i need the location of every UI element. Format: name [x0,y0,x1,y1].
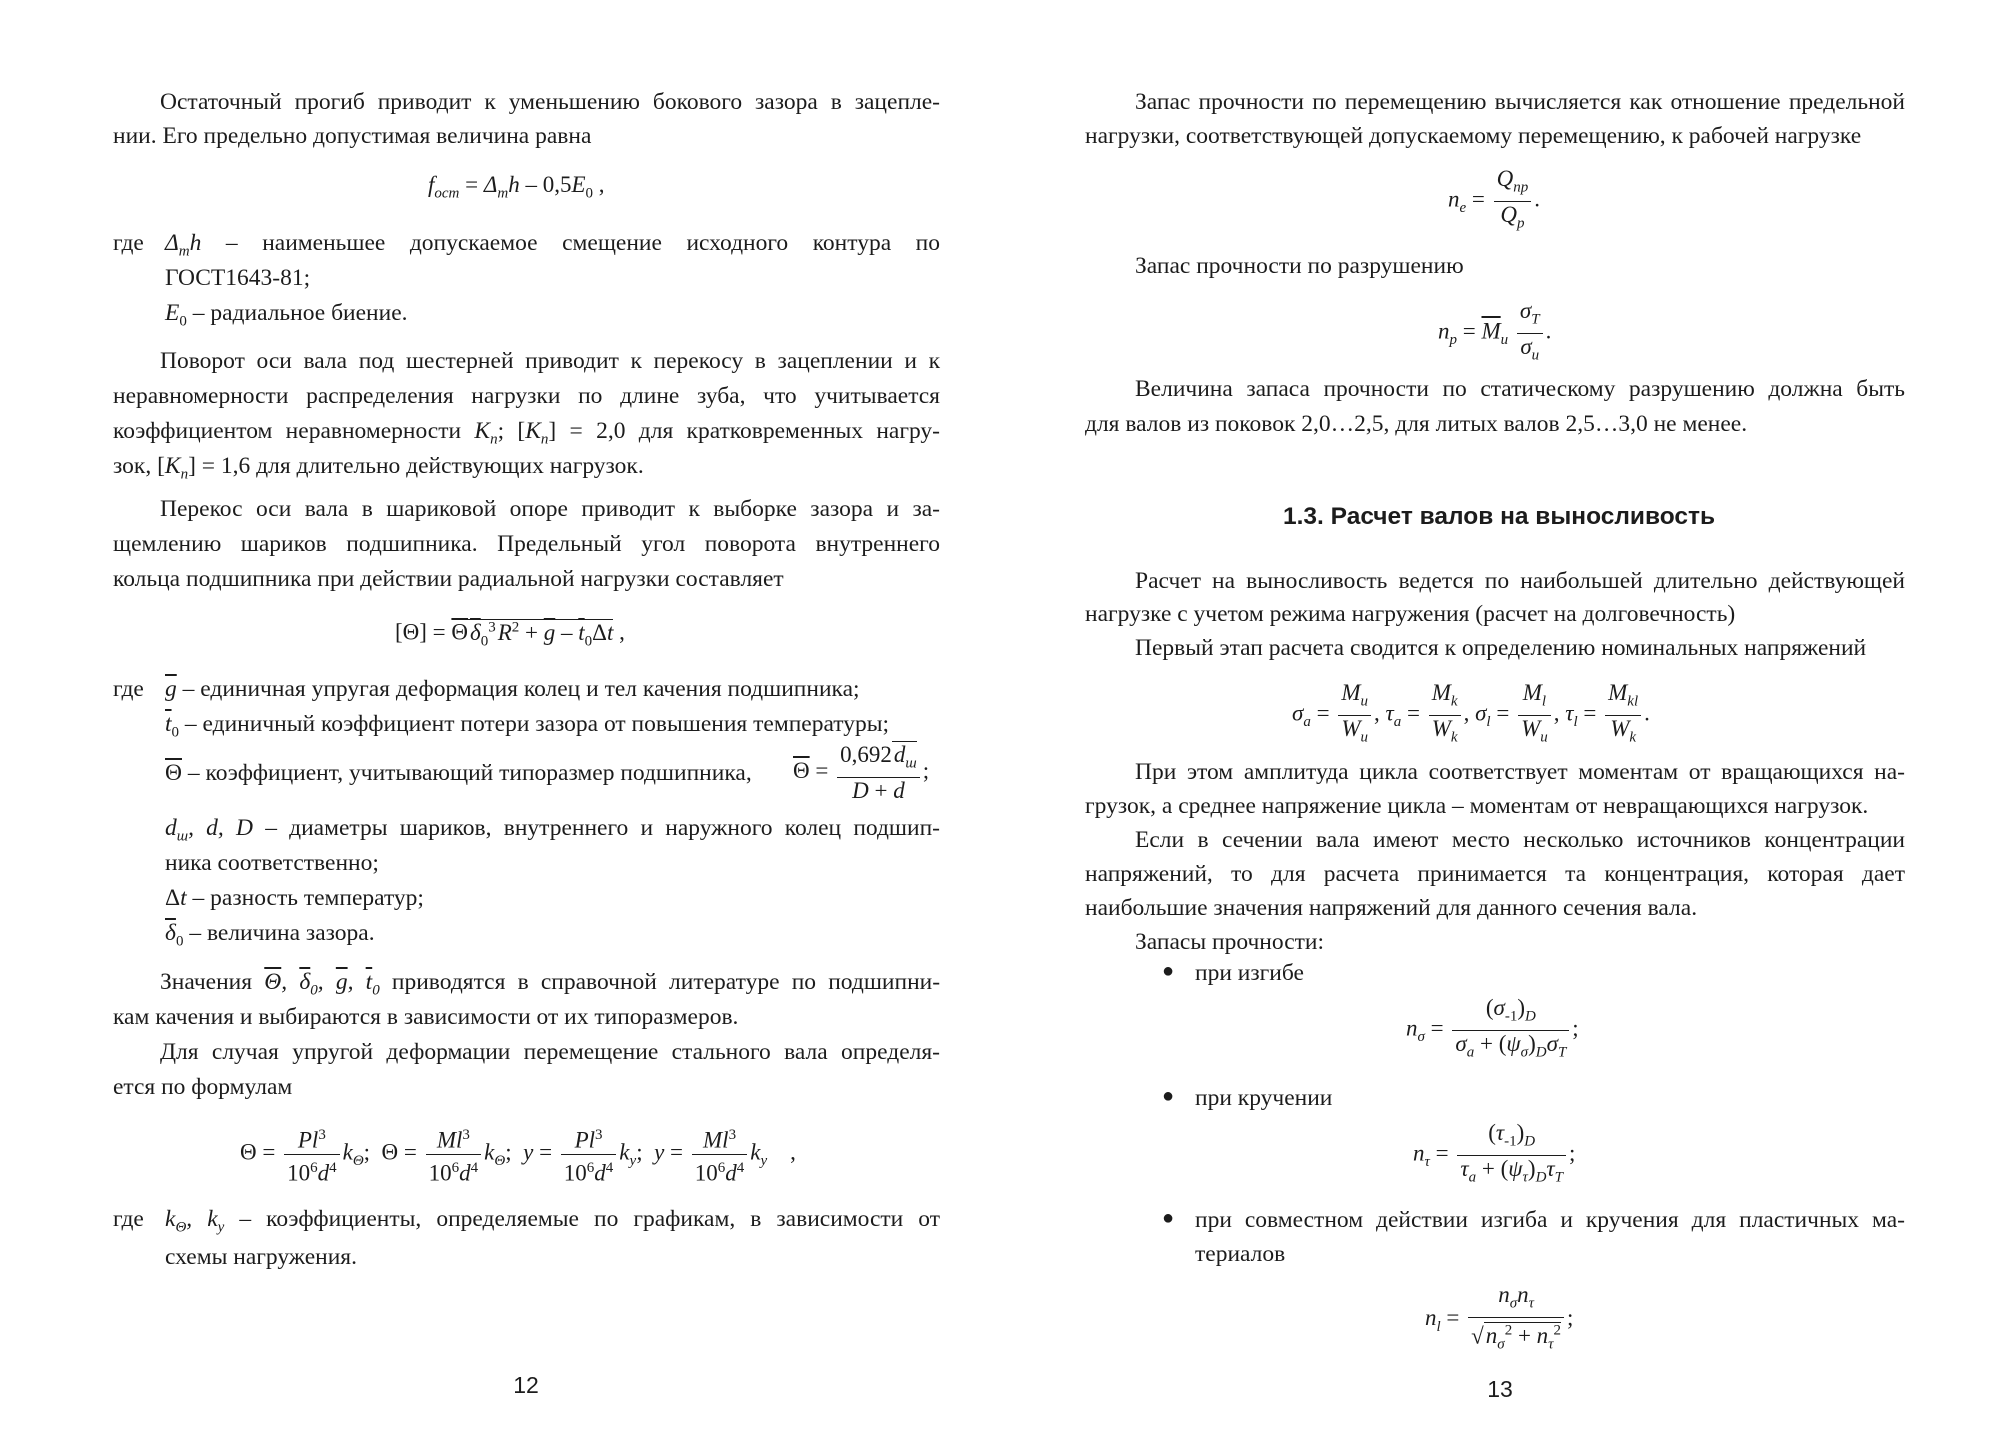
right-p3-line1: Величина запаса прочности по статическому разрушению должна быть [1135,376,1905,402]
bullet-combined-line2: териалов [1195,1241,1286,1267]
bullet-torsion: при кручении [1195,1085,1333,1111]
right-p7-line2: напряжений, то для расчета принимается та концентрация, которая дает [1085,861,1905,887]
left-def-theta: $\overline{\Theta}$ – коэффициент, учитывающий типоразмер подшипника, [165,760,752,786]
right-p1-line1: Запас прочности по перемещению вычисляется как отношение предельной [1135,89,1905,115]
left-p3-line3: кольца подшипника при действии радиальной нагрузки составляет [113,566,784,592]
left-def-delta0: $\overline{\delta}_0$ – величина зазора. [165,920,375,950]
left-p2-line4a: зок, [113,453,152,479]
left-def-delta0-text: – величина зазора. [189,920,375,946]
left-def-delta-h: $\Delta_mh$ – наименьшее допускаемое смещение исходного контура по [165,230,940,260]
right-p3-line2: для валов из поковок 2,0…2,5, для литых валов 2,5…3,0 не менее. [1085,411,1748,437]
left-def-k-line2: схемы нагружения. [165,1244,357,1270]
right-p8: Запасы прочности: [1135,929,1324,955]
formula-n-l: $n_l$ = $\frac{n_\sigma n_\tau}{√n_\sigma^2 + n_\tau^2}$ ; [1425,1282,1574,1353]
left-def-dt: Δt – разность температур; [165,885,424,911]
left-p4-line1a: Значения [160,969,253,995]
right-p4-line2: нагрузке с учетом режима нагружения (расчет на долговечность) [1085,601,1736,627]
left-p2-line4: зок, $[K_n] = 1,6$ для длительно действующих нагрузок. [113,453,644,483]
left-def-g-text: – единичная упругая деформация колец и тел качения подшипника; [182,676,860,702]
left-p2-line3: коэффициентом неравномерности $K_n$; $[K_n] = 2,0$ для кратковременных нагру- [113,418,941,448]
right-p4-line1: Расчет на выносливость ведется по наибольшей длительно действующей [1135,568,1905,594]
left-def-E0-text: – радиальное биение. [192,300,408,326]
page-number-right: 13 [1487,1376,1513,1402]
left-p5-line2: ется по формулам [113,1074,293,1100]
left-p5-line1: Для случая упругой деформации перемещение стального вала определя- [160,1039,940,1065]
left-def-k-text: – коэффициенты, определяемые по графикам, в зависимости от [239,1206,940,1232]
formula-theta-bar: $\overline{\Theta}$ = $\frac{0,692d_ш}{D + d}$ ; [793,742,930,803]
formula-n-tau: $n_\tau$ = $\frac{(\tau_{-1})_D}{\tau_a + (\psi_\tau)_D\tau_T}$ ; [1413,1120,1576,1186]
bullet-dot: ● [1162,1207,1175,1229]
right-p7-line3: наибольшие значения напряжений для данного сечения вала. [1085,895,1698,921]
left-p4-line2: кам качения и выбираются в зависимости от их типоразмеров. [113,1004,739,1030]
formula-n-sigma: $n_\sigma$ = $\frac{(\sigma_{-1})_D}{\sigma_a + (\psi_\sigma)_D\sigma_T}$ ; [1406,995,1579,1061]
left-def-t0-text: – единичный коэффициент потери зазора от повышения температуры; [184,711,890,737]
bullet-dot: ● [1162,960,1175,982]
formula-n-e: $n_e$ = $\frac{Q_{пр}}{Q_p}$ . [1448,166,1541,232]
left-p4-line1b: приводятся в справочной литературе по подшипни- [391,969,941,995]
left-def-E0: $E_0$ – радиальное биение. [165,300,408,330]
left-p1-line2: нии. Его предельно допустимая величина равна [113,123,592,149]
bullet-dot: ● [1162,1085,1175,1107]
left-p2-line2: неравномерности распределения нагрузки по длине зуба, что учитывается [113,383,940,409]
left-p2-line4b: для длительно действующих нагрузок. [256,453,644,479]
left-where-3: где [113,1206,144,1232]
left-p2-line1: Поворот оси вала под шестерней приводит к перекосу в зацеплении и к [160,348,940,374]
left-p2-line3-text: для кратковременных нагру- [638,418,941,444]
bullet-combined-line1: при совместном действии изгиба и кручения для пластичных ма- [1195,1207,1905,1233]
formula-deflection: Θ = $\frac{Pl^3}{10^6d^4}$ $k_\Theta$; Θ = $\frac{Ml^3}{10^6d^4}$ $k_\Theta$; y = $\frac{Pl^3}{10^6d^4}$ $k_y$; y = $\frac{Ml^3}{10^6d^4}$ $k_y$ , [240,1122,796,1186]
right-p6-line1: При этом амплитуда цикла соответствует моментам от вращающихся на- [1135,759,1905,785]
formula-theta: $[\Theta] = \overline{\Theta}\overline{\delta}_0^3R^2 + \overline{g} - \overline{t}_0\Delta t$ , [395,619,625,650]
left-where-1: где [113,230,144,256]
right-p1-line2: нагрузки, соответствующей допускаемому перемещению, к рабочей нагрузке [1085,123,1862,149]
section-heading: 1.3. Расчет валов на выносливость [1283,503,1716,530]
left-def-t0: $\overline{t}_0$ – единичный коэффициент потери зазора от повышения температуры; [165,711,890,741]
left-def-d-text: – диаметры шариков, внутреннего и наружного колец подшип- [265,815,941,841]
left-where-2: где [113,676,144,702]
left-p4-line1: Значения $\overline{\Theta}$, $\overline{\delta}_0$, $\overline{g}$, $\overline{t}_0$ приводятся в справочной литературе по подшипни- [160,969,941,999]
left-def-d: $d_ш$, d, D – диаметры шариков, внутреннего и наружного колец подшип- [165,815,941,845]
right-page [1000,0,2000,1443]
right-p5: Первый этап расчета сводится к определению номинальных напряжений [1135,635,1867,661]
left-p3-line2: щемлению шариков подшипника. Предельный угол поворота внутреннего [113,531,940,557]
left-def-k: $k_\Theta$, $k_y$ – коэффициенты, определяемые по графикам, в зависимости от [165,1206,940,1236]
left-p1-line1: Остаточный прогиб приводит к уменьшению бокового зазора в зацепле- [160,89,940,115]
page-number-left: 12 [513,1372,539,1398]
left-def-g: $\overline{g}$ – единичная упругая деформация колец и тел качения подшипника; [165,676,860,702]
left-p3-line1: Перекос оси вала в шариковой опоре приводит к выборке зазора и за- [160,496,940,522]
right-p2: Запас прочности по разрушению [1135,253,1464,279]
formula-nominal-stresses: $\sigma_a$ = $\frac{M_u}{W_u}$ , $\tau_a$ = $\frac{M_k}{W_k}$ , $\sigma_l$ = $\frac{M_l}{W_u}$ , $\tau_l$ = $\frac{M_{kl}}{W_k}$ . [1292,680,1650,746]
left-def-theta-text: – коэффициент, учитывающий типоразмер подшипника, [187,760,752,786]
formula-f-ost: $f_{ост} = \Delta_mh - 0,5E_0$ , [428,172,605,202]
left-def-d-line2: ника соответственно; [165,850,379,876]
formula-n-p: $n_p = \overline{M}_u$ $\frac{\sigma_T}{\sigma_u}$ . [1438,298,1552,364]
left-def-gost: ГОСТ1643-81; [165,265,311,291]
left-def-dt-text: – разность температур; [192,885,424,911]
right-p7-line1: Если в сечении вала имеют место несколько источников концентрации [1135,827,1905,853]
bullet-bending: при изгибе [1195,960,1304,986]
right-p6-line2: грузок, а среднее напряжение цикла – моментам от невращающихся нагрузок. [1085,793,1869,819]
